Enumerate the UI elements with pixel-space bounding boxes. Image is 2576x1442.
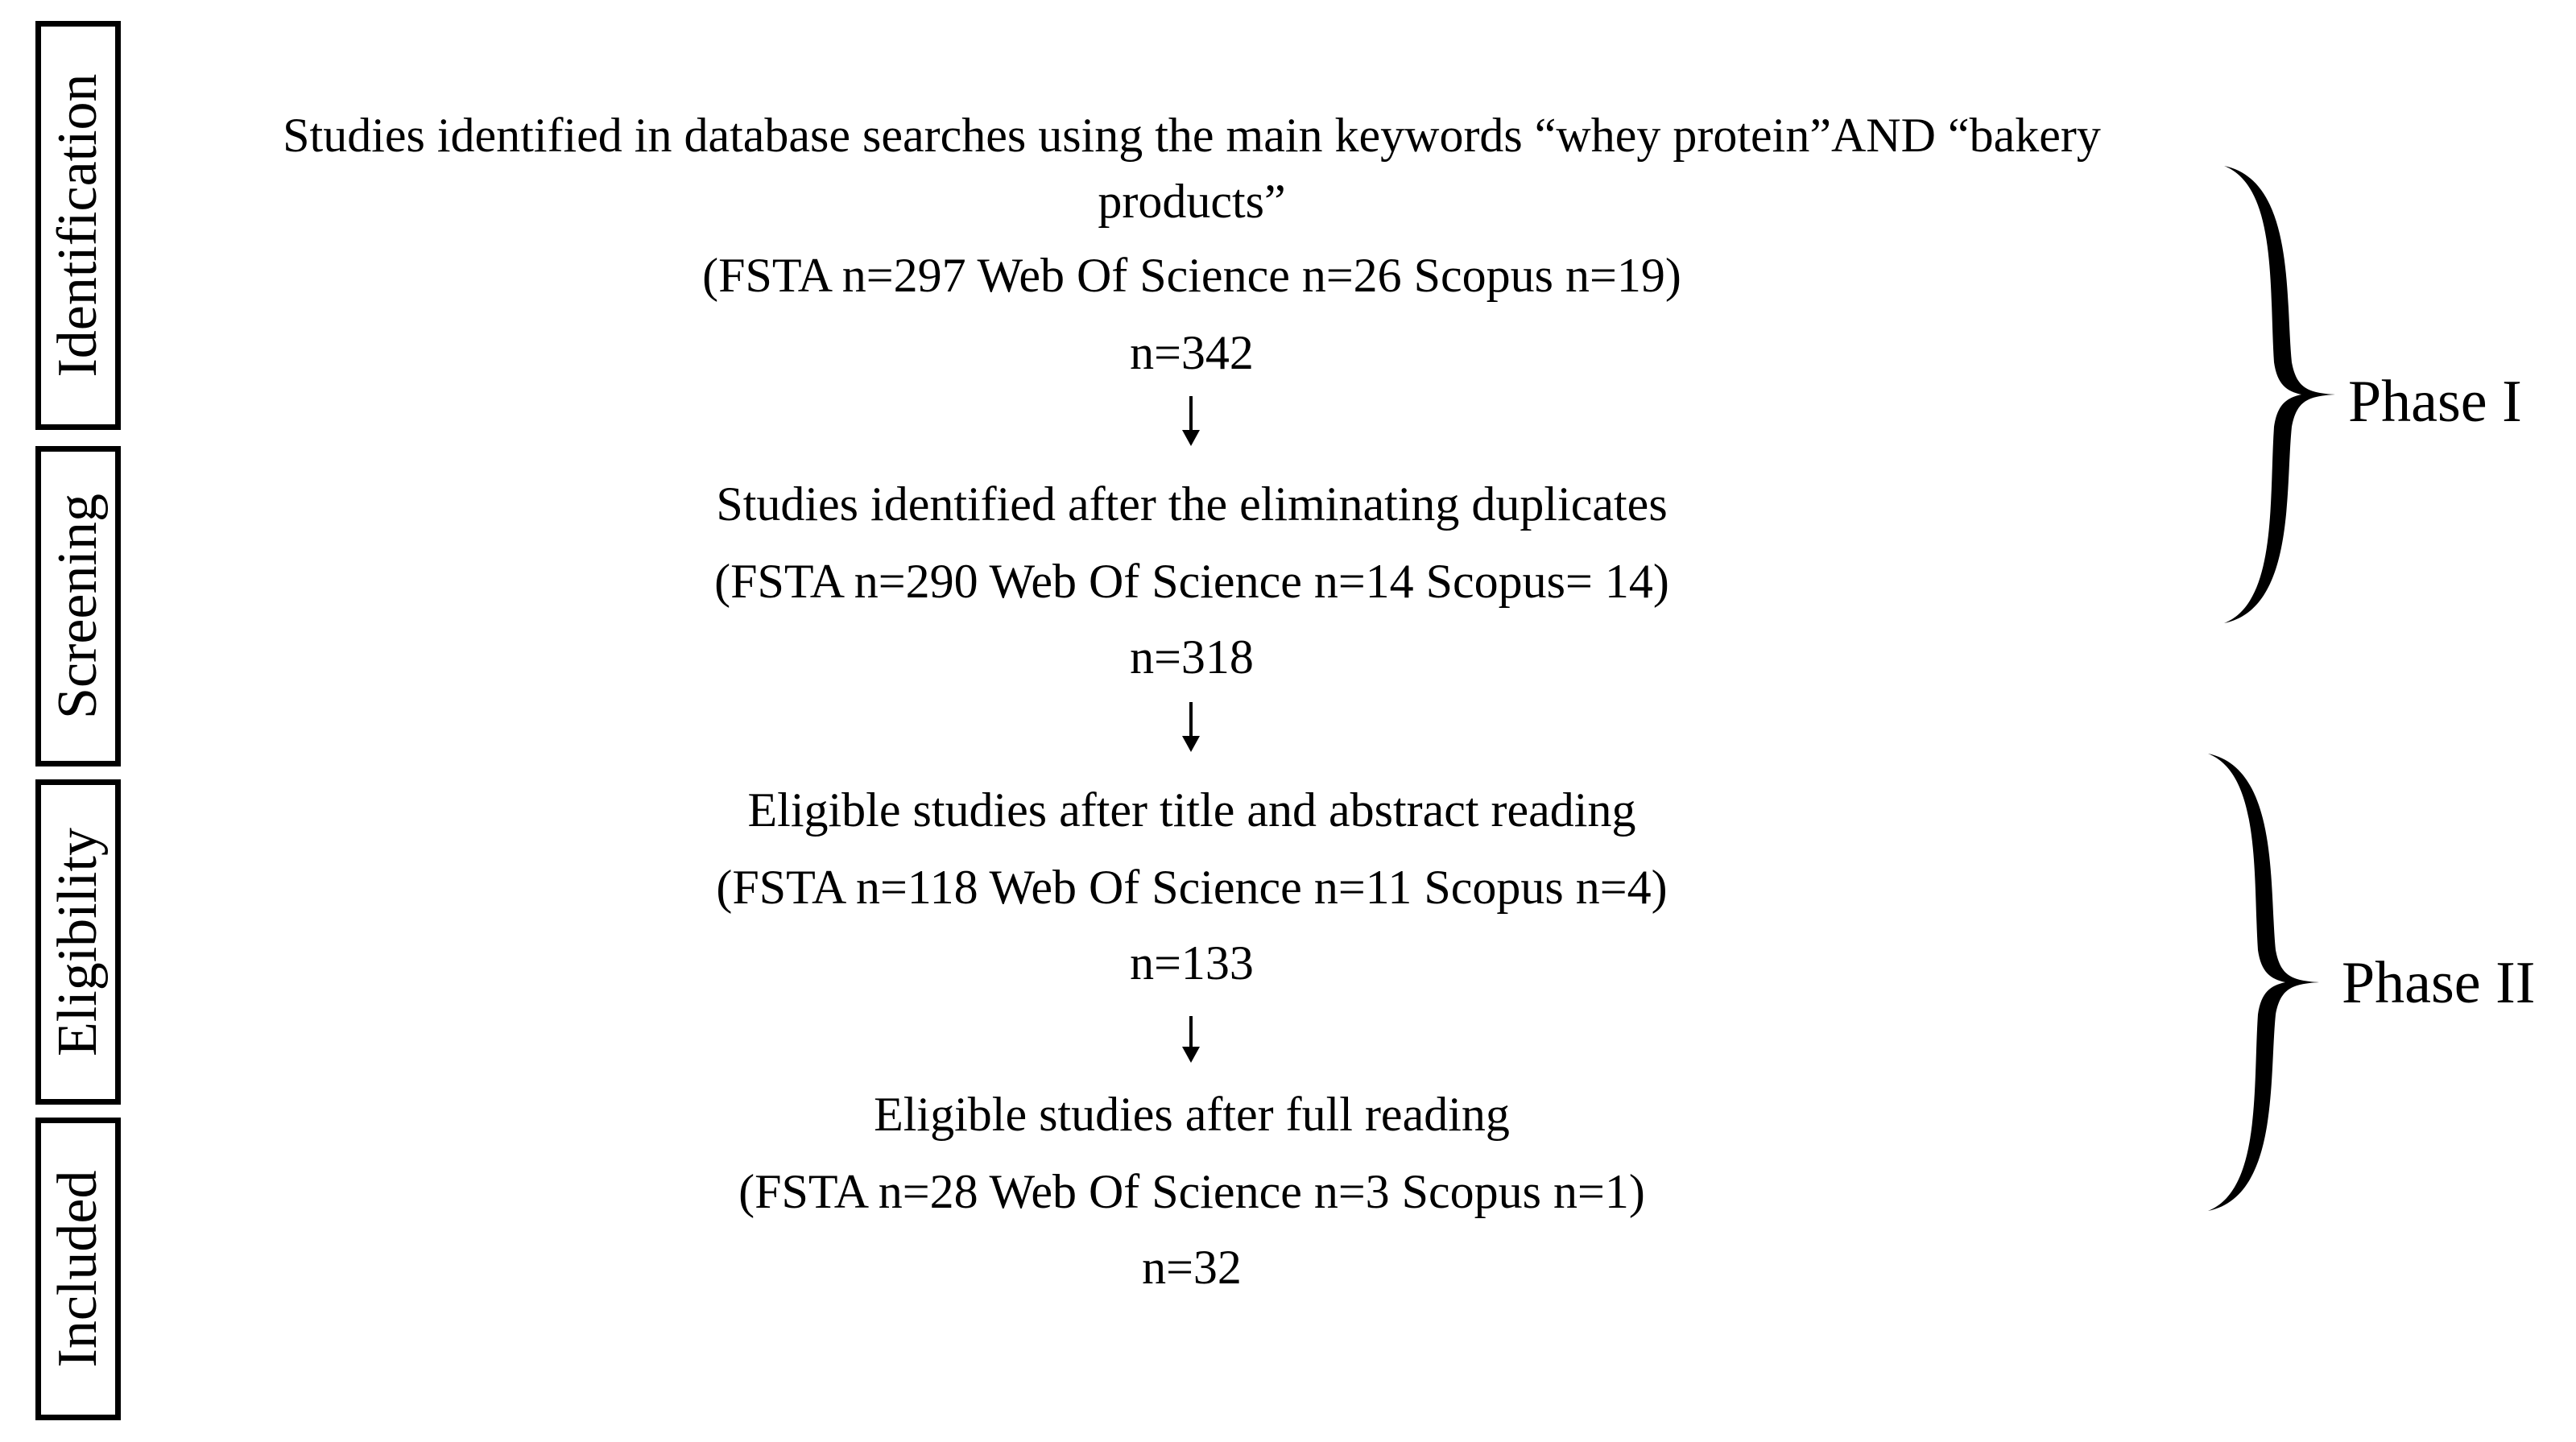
stage-box-eligibility (35, 779, 121, 1105)
step-3-title: Eligible studies after title and abstract reading (747, 783, 1636, 837)
brace-phase-1 (2206, 161, 2351, 628)
stage-box-included (35, 1118, 121, 1420)
step-4-sources: (FSTA n=28 Web Of Science n=3 Scopus n=1) (738, 1165, 1645, 1218)
phase-1-label: Phase I (2348, 369, 2522, 435)
step-1-sources: (FSTA n=297 Web Of Science n=26 Scopus n=19) (702, 249, 1681, 302)
step-2-sources: (FSTA n=290 Web Of Science n=14 Scopus= 14) (714, 555, 1669, 608)
step-3-sources: (FSTA n=118 Web Of Science n=11 Scopus n=4) (716, 861, 1668, 914)
stage-box-screening (35, 446, 121, 766)
stage-label-identification: Identification (47, 73, 109, 378)
step-1-total: n=342 (1130, 326, 1254, 379)
stage-label-eligibility: Eligibility (47, 828, 109, 1056)
step-1-title-line2: products” (1098, 175, 1286, 228)
brace-phase-2 (2190, 749, 2335, 1216)
stage-box-identification (35, 21, 121, 430)
stage-label-included: Included (47, 1170, 109, 1368)
step-3-total: n=133 (1130, 936, 1254, 990)
step-2-total: n=318 (1130, 630, 1254, 684)
step-4-title: Eligible studies after full reading (874, 1088, 1510, 1141)
step-2-title: Studies identified after the eliminating duplicates (716, 477, 1668, 531)
step-1-title-line1: Studies identified in database searches using the main keywords “whey protein”AND “bakery (283, 109, 2101, 162)
stage-label-screening: Screening (47, 494, 109, 719)
step-4-total: n=32 (1142, 1241, 1242, 1294)
phase-2-label: Phase II (2342, 950, 2536, 1016)
